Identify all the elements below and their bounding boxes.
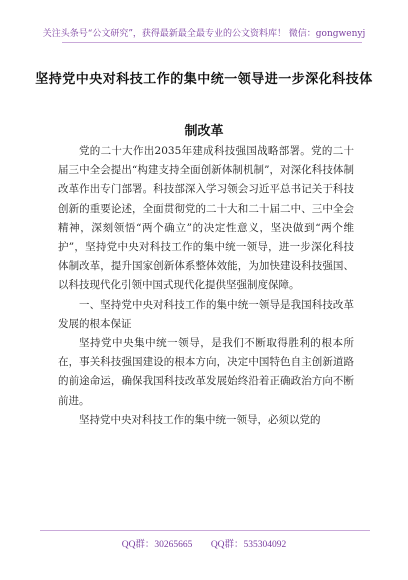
document-body: [58, 142, 354, 430]
footer-divider: [40, 530, 370, 531]
header-note: 关注头条号“公文研究”，获得最新最全最专业的公文资料库！ 微信：gongwenyj: [42, 29, 366, 39]
document-title-line-1: 坚持党中央对科技工作的集中统一领导进一步深化科技体: [35, 72, 373, 87]
footer: [0, 536, 408, 550]
footer-qq-group-2: QQ群：535304092: [210, 540, 287, 550]
header-divider: [62, 42, 362, 43]
paragraph-intro: 党的二十大作出2035年建成科技强国战略部署。党的二十届三中全会提出“构建支持全面创新体制机制”，对深化科技体制改革作出专门部署。科技部深入学习领会习近平总书记关于科技创新的重要论述，全面贯彻党的二十大和二十届二中、三中全会精神，深刻领悟“两个确立”的决定性意义，坚决做到“两个维护”，坚持党中央对科技工作的集中统一领导，进一步深化科技体制改革，提升国家创新体系整体效能，为加快建设科技强国、以科技现代化引领中国式现代化提供坚强制度保障。: [58, 145, 354, 292]
footer-qq-group-1: QQ群：30265665: [121, 540, 193, 550]
paragraph-section-1: 坚持党中央集中统一领导，是我们不断取得胜利的根本所在，事关科技强国建设的根本方向，决定中国特色自主创新道路的前途命运，确保我国科技改革发展始终沿着正确政治方向不断前进。: [58, 337, 354, 407]
paragraph-continued: 坚持党中央对科技工作的集中统一领导，必须以党的: [79, 413, 321, 426]
section-heading-1: 一、坚持党中央对科技工作的集中统一领导是我国科技改革发展的根本保证: [58, 298, 354, 330]
document-title-line-2: 制改革: [184, 124, 224, 139]
